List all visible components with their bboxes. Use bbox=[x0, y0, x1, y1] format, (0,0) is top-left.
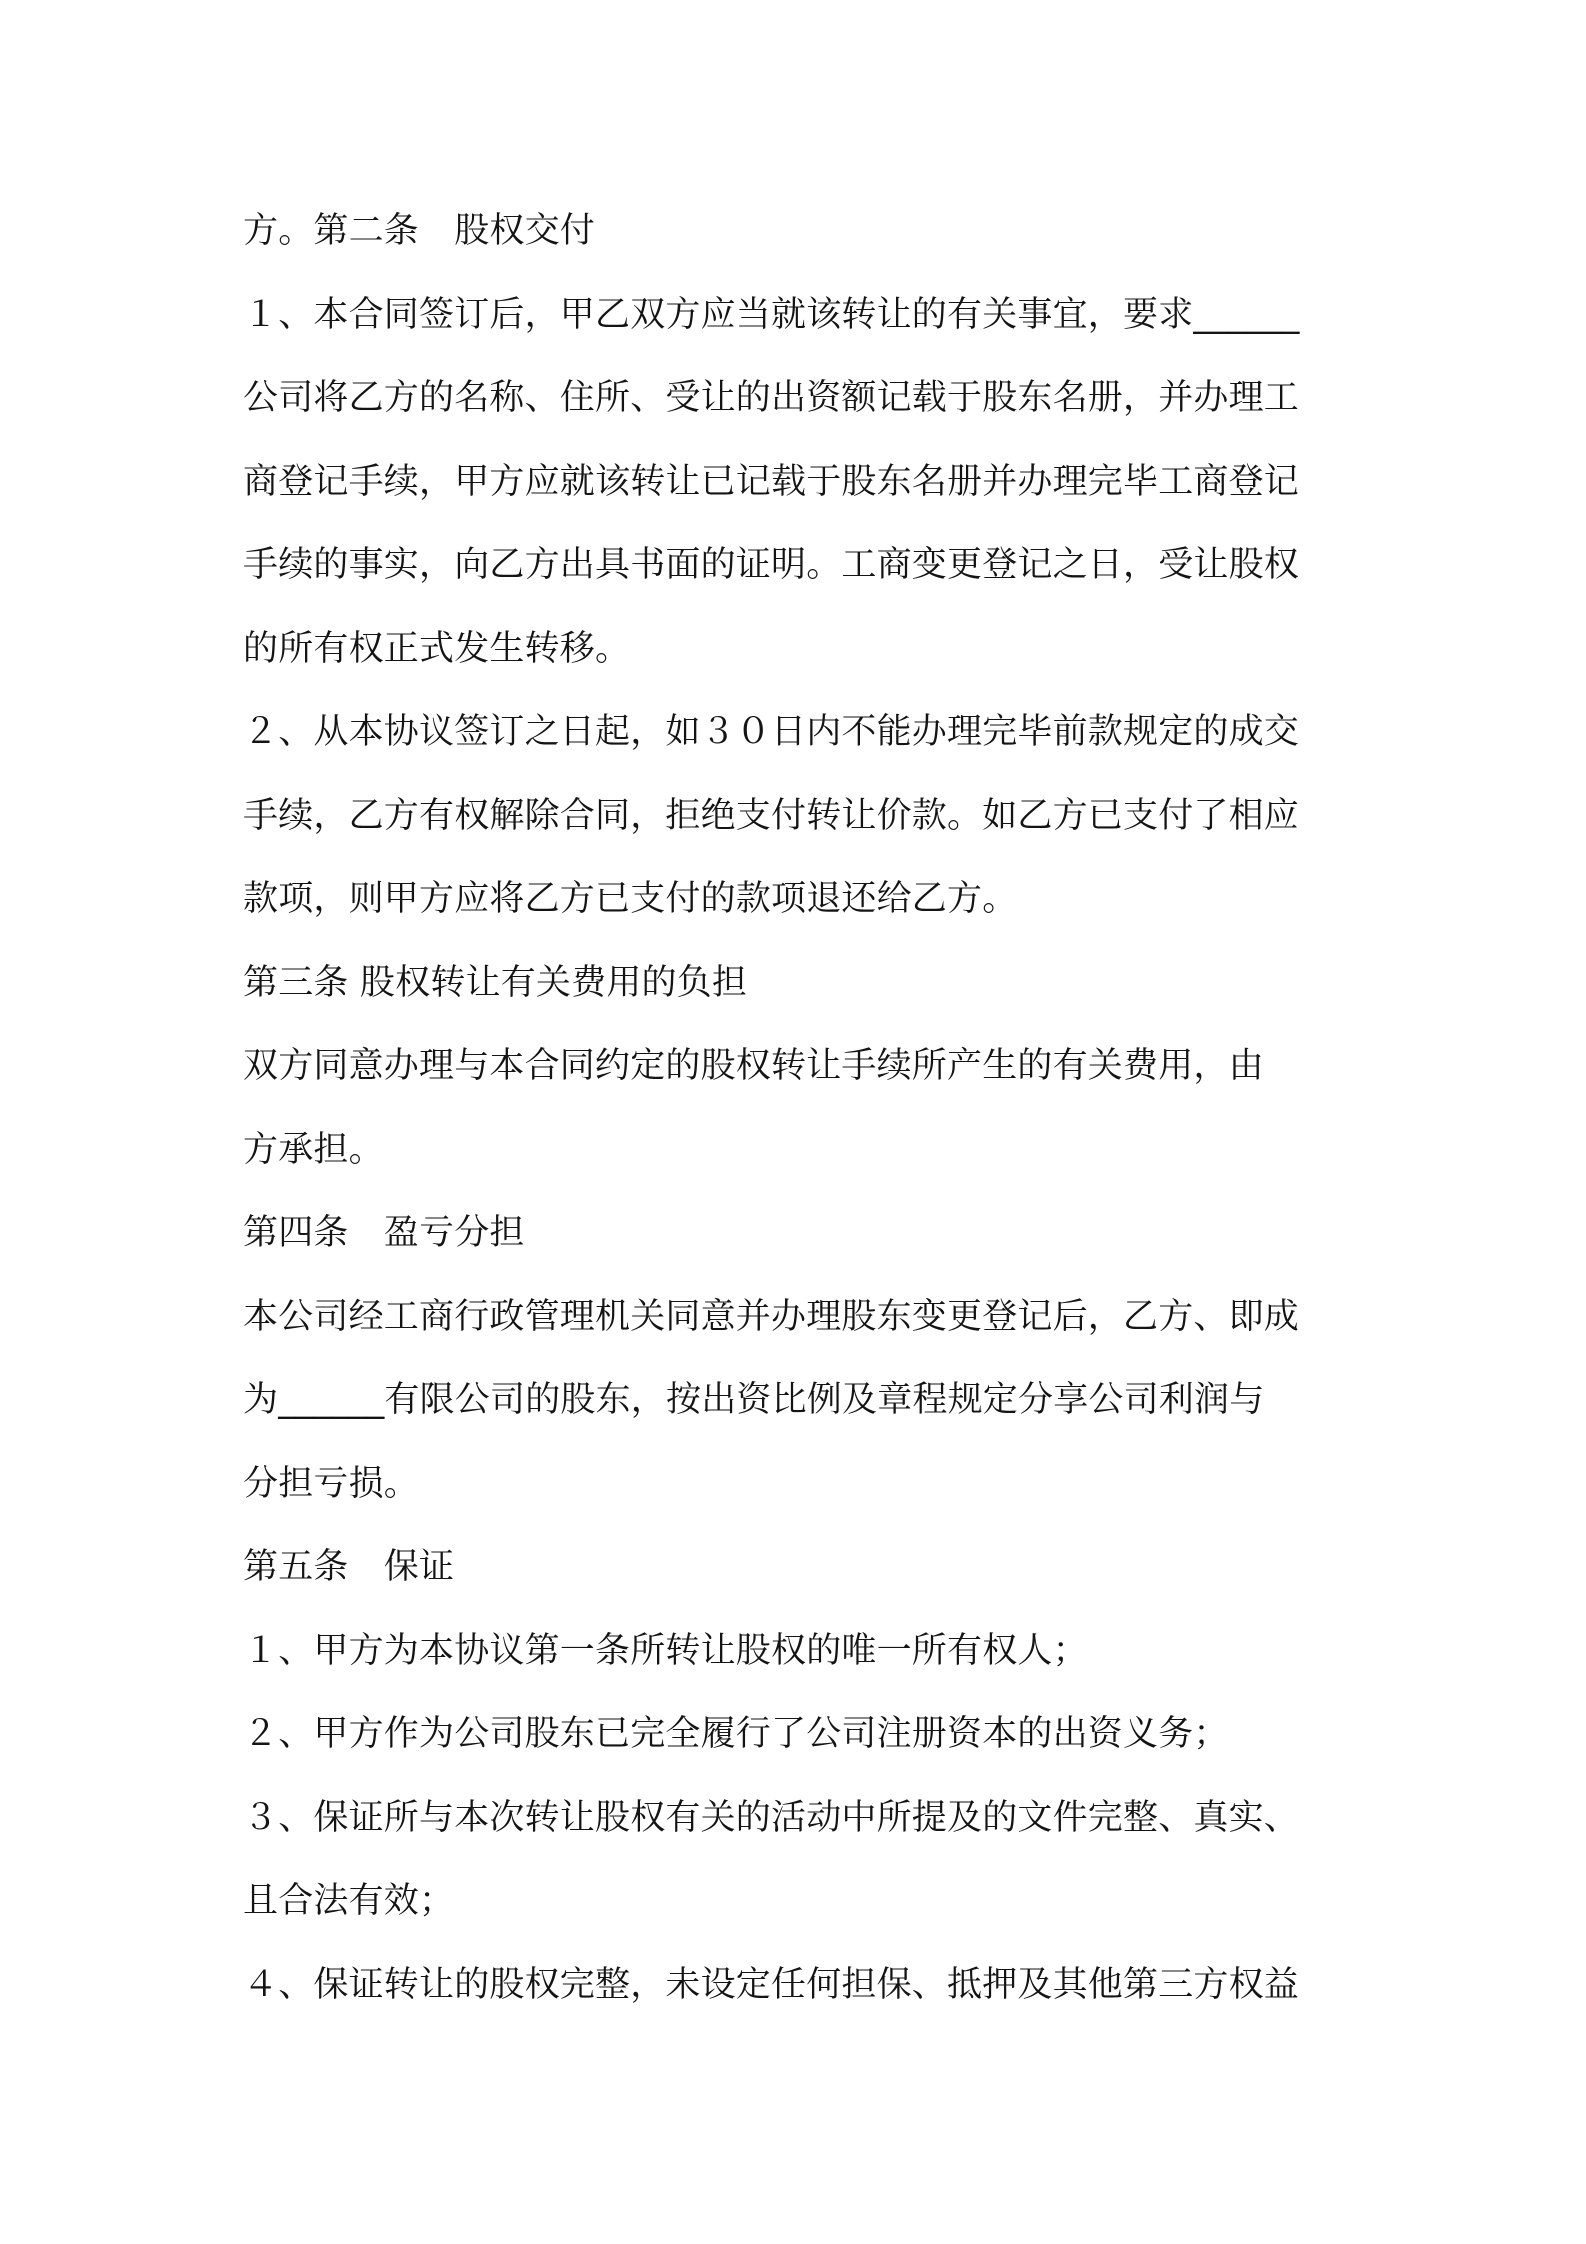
section-heading: 第三条 股权转让有关费用的负担 bbox=[243, 962, 748, 1003]
text-line: 本公司经工商行政管理机关同意并办理股东变更登记后，乙方、即成 bbox=[243, 1296, 1300, 1337]
text-line: 方承担。 bbox=[243, 1129, 384, 1170]
text-line: 且合法有效； bbox=[243, 1881, 455, 1921]
text-line: 双方同意办理与本合同约定的股权转让手续所产生的有关费用，由 bbox=[243, 1046, 1264, 1086]
text-line: ３、保证所与本次转让股权有关的活动中所提及的文件完整、真实、 bbox=[243, 1797, 1300, 1838]
section-heading: 第五条 保证 bbox=[243, 1547, 455, 1587]
text-line: 公司将乙方的名称、住所、受让的出资额记载于股东名册，并办理工 bbox=[243, 378, 1300, 418]
text-line: 手续的事实，向乙方出具书面的证明。工商变更登记之日，受让股权 bbox=[243, 545, 1300, 585]
text-line: 手续，乙方有权解除合同，拒绝支付转让价款。如乙方已支付了相应 bbox=[243, 795, 1300, 836]
text-line: １、甲方为本协议第一条所转让股权的唯一所有权人； bbox=[243, 1630, 1088, 1671]
text-line: １、本合同签订后，甲乙双方应当就该转让的有关事宜，要求______ bbox=[243, 294, 1300, 335]
text-line: 分担亏损。 bbox=[243, 1463, 420, 1504]
text-line: ２、从本协议签订之日起，如３０日内不能办理完毕前款规定的成交 bbox=[243, 712, 1300, 752]
text-line: 为______有限公司的股东，按出资比例及章程规定分享公司利润与 bbox=[243, 1380, 1265, 1420]
text-line: 的所有权正式发生转移。 bbox=[243, 628, 631, 669]
document-body bbox=[243, 190, 1353, 2027]
text-line: 方。第二条 股权交付 bbox=[243, 211, 596, 251]
text-line: 款项，则甲方应将乙方已支付的款项退还给乙方。 bbox=[243, 879, 1018, 919]
text-line: 商登记手续，甲方应就该转让已记载于股东名册并办理完毕工商登记 bbox=[243, 461, 1300, 502]
text-line: ４、保证转让的股权完整，未设定任何担保、抵押及其他第三方权益 bbox=[243, 1964, 1300, 2005]
section-heading: 第四条 盈亏分担 bbox=[243, 1213, 525, 1253]
text-line: ２、甲方作为公司股东已完全履行了公司注册资本的出资义务； bbox=[243, 1714, 1229, 1754]
